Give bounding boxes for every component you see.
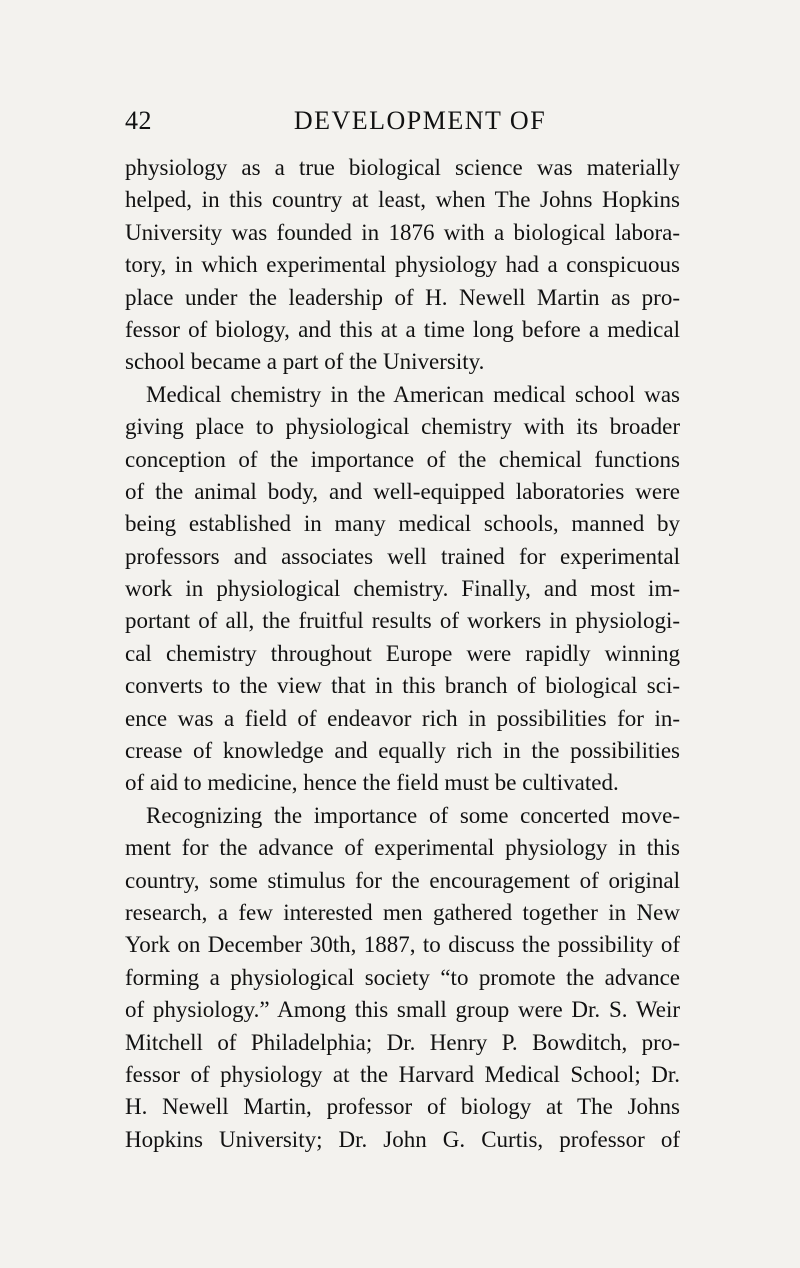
running-head: DEVELOPMENT OF — [293, 106, 547, 135]
text-line: of aid to medicine, hence the field must be cultivated. — [125, 770, 619, 796]
text-line: work in physiological chemistry. Finally, and most im- — [125, 576, 680, 602]
body-text — [125, 152, 680, 1156]
text-line: York on December 30th, 1887, to discuss the possibility of — [125, 932, 680, 958]
text-line: forming a physiological society “to promote the advance — [125, 964, 680, 990]
text-line: helped, in this country at least, when The Johns Hopkins — [125, 187, 680, 213]
text-line: Recognizing the importance of some concerted move- — [146, 802, 680, 828]
text-line: tory, in which experimental physiology had a conspicuous — [125, 252, 680, 278]
text-line: crease of knowledge and equally rich in the possibilities — [125, 738, 680, 764]
text-line: cal chemistry throughout Europe were rapidly winning — [125, 640, 680, 666]
text-line: of the animal body, and well-equipped laboratories were — [125, 478, 680, 504]
text-line: giving place to physiological chemistry with its broader — [125, 414, 680, 440]
text-line: place under the leadership of H. Newell Martin as pro- — [125, 284, 680, 310]
text-line: ence was a field of endeavor rich in possibilities for in- — [125, 705, 680, 731]
text-line: research, a few interested men gathered together in New — [125, 899, 680, 925]
text-line: Medical chemistry in the American medical school was — [146, 381, 680, 407]
text-line: fessor of physiology at the Harvard Medical School; Dr. — [125, 1061, 680, 1087]
text-line: fessor of biology, and this at a time long before a medical — [125, 316, 680, 342]
text-line: physiology as a true biological science was materially — [125, 155, 680, 180]
text-line: school became a part of the University. — [125, 349, 485, 375]
text-line: H. Newell Martin, professor of biology at The Johns — [125, 1094, 680, 1120]
text-line: professors and associates well trained for experimental — [125, 543, 680, 569]
text-line: being established in many medical schools, manned by — [125, 511, 680, 537]
text-line: Hopkins University; Dr. John G. Curtis, professor of — [125, 1126, 680, 1152]
text-line: ment for the advance of experimental physiology in this — [125, 835, 680, 861]
text-line: Mitchell of Philadelphia; Dr. Henry P. Bowditch, pro- — [125, 1029, 680, 1055]
text-line: country, some stimulus for the encouragement of original — [125, 867, 680, 893]
page-number: 42 — [125, 106, 152, 135]
text-line: converts to the view that in this branch of biological sci- — [125, 673, 680, 699]
text-line: portant of all, the fruitful results of workers in physiologi- — [125, 608, 680, 634]
text-line: conception of the importance of the chemical functions — [125, 446, 680, 472]
text-line: of physiology.” Among this small group were Dr. S. Weir — [125, 997, 680, 1023]
text-line: University was founded in 1876 with a biological labora- — [125, 219, 680, 245]
